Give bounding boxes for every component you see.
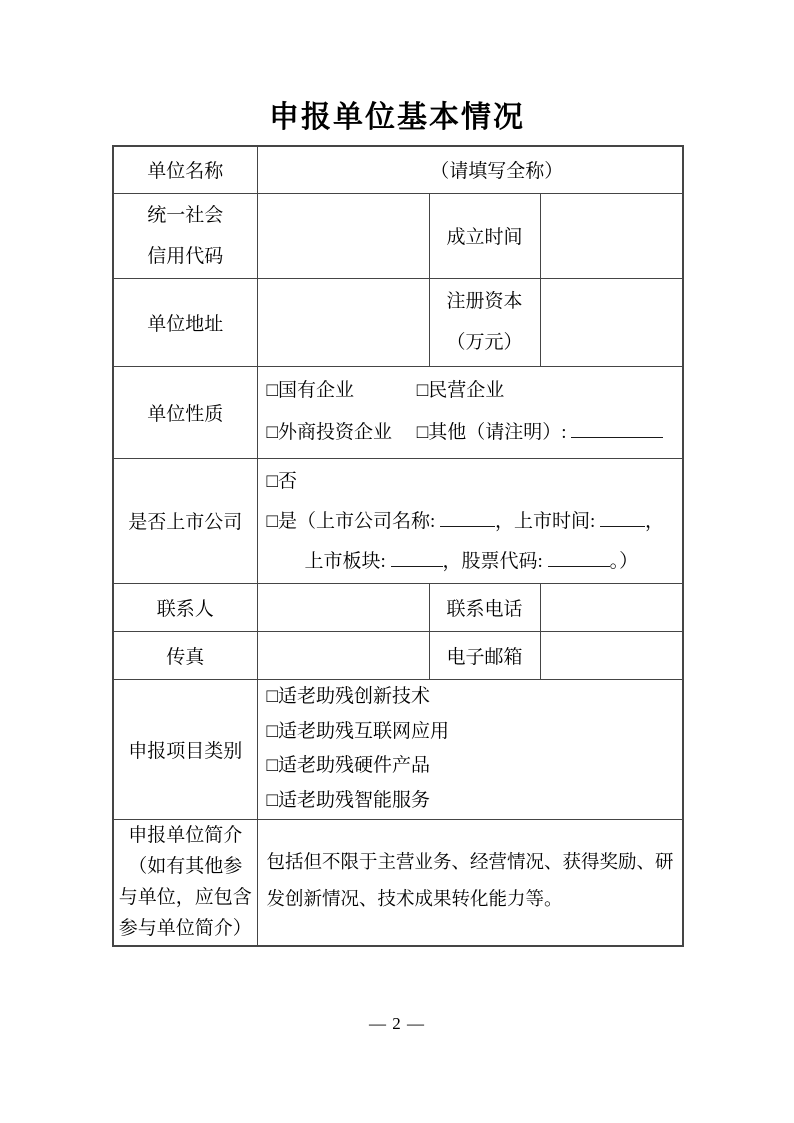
- checkbox-icon[interactable]: □: [266, 422, 278, 443]
- category-options-cell: [257, 679, 683, 819]
- option-other: □其他（请注明）:: [417, 422, 664, 443]
- nature-label: 单位性质: [113, 366, 257, 458]
- listed-option-no: □否: [266, 471, 297, 492]
- table-row-unit-name: [113, 146, 683, 193]
- contact-value-cell[interactable]: [257, 583, 429, 631]
- phone-label: 联系电话: [429, 583, 540, 631]
- unit-name-label: 单位名称: [113, 146, 257, 193]
- blank-underline[interactable]: [440, 523, 495, 527]
- nature-options-cell: [257, 366, 683, 458]
- category-option-internet: □适老助残互联网应用: [266, 720, 449, 742]
- blank-underline[interactable]: [391, 563, 443, 567]
- registered-capital-label: 注册资本 （万元）: [429, 278, 540, 366]
- blank-underline[interactable]: [548, 563, 610, 567]
- table-row-credit-code: [113, 193, 683, 278]
- founding-date-label: 成立时间: [429, 193, 540, 278]
- credit-code-label: 统一社会 信用代码: [113, 193, 257, 278]
- checkbox-icon[interactable]: □: [416, 422, 429, 443]
- listed-option-yes: □是（上市公司名称: ，上市时间: ，: [266, 511, 665, 532]
- table-row-address: [113, 278, 683, 366]
- listed-options-cell: [257, 458, 683, 583]
- email-value-cell[interactable]: [540, 631, 683, 679]
- checkbox-icon[interactable]: □: [266, 720, 278, 742]
- table-row-listed: [113, 458, 683, 583]
- unit-name-value-cell[interactable]: （请填写全称）: [257, 146, 683, 193]
- option-private: □民营企业: [416, 380, 505, 401]
- category-option-hardware: □适老助残硬件产品: [266, 755, 430, 776]
- category-option-smart-service: □适老助残智能服务: [266, 789, 430, 811]
- blank-underline[interactable]: [600, 523, 645, 527]
- fax-value-cell[interactable]: [257, 631, 429, 679]
- category-option-innovation: □适老助残创新技术: [266, 686, 430, 707]
- checkbox-icon[interactable]: □: [416, 380, 429, 401]
- table-row-category: [113, 679, 683, 819]
- listed-option-yes-line2: 上市板块: ，股票代码: 。）: [304, 551, 639, 572]
- checkbox-icon[interactable]: □: [266, 471, 278, 492]
- intro-label: 申报单位简介 （如有其他参 与单位，应包含 参与单位简介）: [113, 819, 257, 946]
- table-row-fax: [113, 631, 683, 679]
- page-number: — 2 —: [369, 1014, 425, 1033]
- fax-label: 传真: [113, 631, 257, 679]
- email-label: 电子邮箱: [429, 631, 540, 679]
- checkbox-icon[interactable]: □: [266, 755, 278, 776]
- checkbox-icon[interactable]: □: [266, 686, 278, 707]
- address-label: 单位地址: [113, 278, 257, 366]
- table-row-contact: [113, 583, 683, 631]
- founding-date-value-cell[interactable]: [540, 193, 683, 278]
- address-value-cell[interactable]: [257, 278, 429, 366]
- nature-option-line-1: [267, 370, 683, 412]
- intro-content-cell[interactable]: 包括但不限于主营业务、经营情况、获得奖励、研发创新情况、技术成果转化能力等。: [257, 819, 683, 946]
- nature-option-line-2: [267, 412, 683, 454]
- credit-code-value-cell[interactable]: [257, 193, 429, 278]
- checkbox-icon[interactable]: □: [266, 380, 278, 401]
- table-row-nature: [113, 366, 683, 458]
- phone-value-cell[interactable]: [540, 583, 683, 631]
- blank-underline[interactable]: [571, 434, 663, 438]
- option-state-owned: □国有企业: [266, 380, 354, 401]
- form-table: [112, 145, 684, 947]
- document-title: 申报单位基本情况: [269, 101, 525, 134]
- checkbox-icon[interactable]: □: [266, 789, 278, 811]
- listed-label: 是否上市公司: [113, 458, 257, 583]
- category-label: 申报项目类别: [113, 679, 257, 819]
- table-row-intro: [113, 819, 683, 946]
- registered-capital-value-cell[interactable]: [540, 278, 683, 366]
- contact-label: 联系人: [113, 583, 257, 631]
- checkbox-icon[interactable]: □: [266, 511, 278, 532]
- option-foreign: □外商投资企业: [266, 422, 392, 443]
